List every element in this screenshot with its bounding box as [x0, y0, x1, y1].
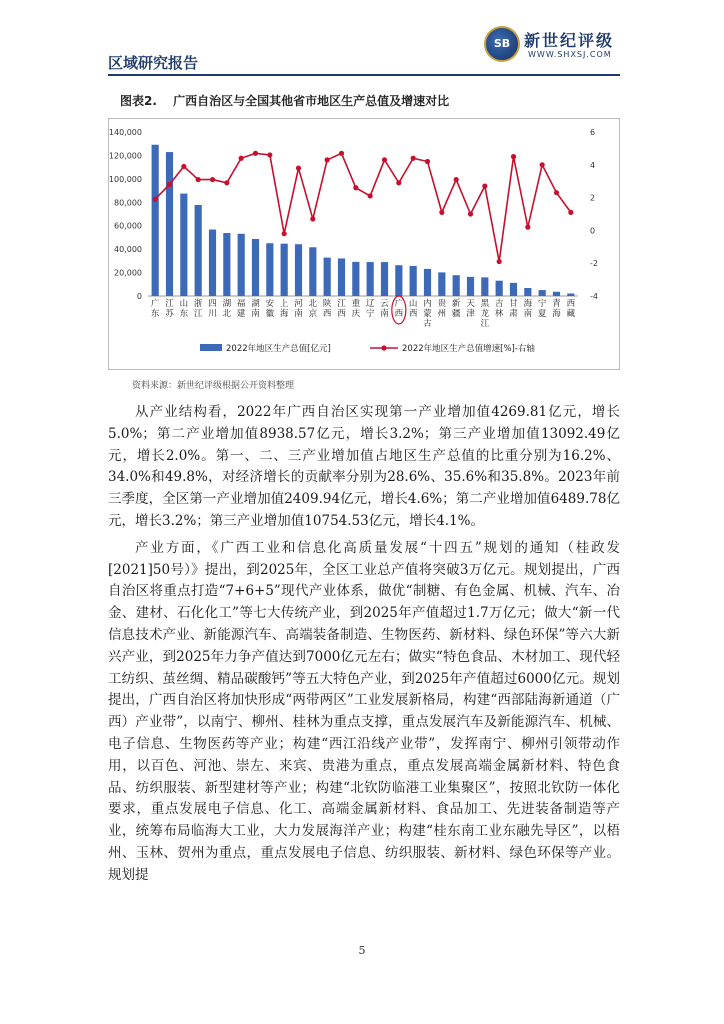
x-tick-label: 湖 [222, 299, 232, 309]
growth-point [525, 225, 530, 230]
legend-line-marker [381, 345, 386, 350]
growth-point [468, 211, 473, 216]
x-tick-label: 徽 [265, 309, 275, 319]
legend-bar-swatch [200, 344, 222, 351]
figure-source: 资料来源：新世纪评级根据公开资料整理 [132, 381, 295, 391]
x-tick-label: 黑 [480, 299, 490, 309]
paragraph-industry-plan: 产业方面，《广西工业和信息化高质量发展“十四五”规划的通知（桂政发[2021]50号）》提出，到2025年，全区工业总产值将突破3万亿元。规划提出，广西自治区将重点打造“7+6+5”现代产业体系，做优“制糖、有色金属、机械、汽车、冶金、建材、石化化工”等七大传统产业，到2025年产值超过1.7万亿元；做大“新一代信息技术产业、新能源汽车、高端装备制造、生物医药、新材料、绿色环保”等六大新兴产业，到2025年力争产值达到7000亿元左右；做实“特色食品、木材加工、现代轻工纺织、茧丝绸、精品碳酸钙”等五大特色产业，到2025年产值超过6000亿元。规划提出，广西自治区将加快形成“两带两区”工业发展新格局，构建“西部陆海新通道（广西）产业带”，以南宁、柳州、桂林为重点支撑，重点发展汽车及新能源汽车、机械、电子信息、生物医药等产业；构建“西江沿线产业带”，发挥南宁、柳州引领带动作用，以百色、河池、崇左、来宾、贵港为重点，重点发展高端金属新材料、特色食品、纺织服装、新型建材等产业；构建“北钦防临港工业集聚区”，按照北钦防一体化要求，重点发展电子信息、化工、高端金属新材料、食品加工、先进装备制造等产业，统筹布局临海大工业，大力发展海洋产业；构建“桂东南工业东融先导区”，以梧州、玉林、贺州为重点，重点发展电子信息、纺织服装、新材料、绿色环保等产业。规划提 [108, 539, 620, 883]
logo-badge-icon: SB [484, 26, 520, 62]
x-tick-label: 东 [179, 309, 189, 319]
x-tick-label: 江 [480, 319, 490, 329]
logo-name: 新世纪评级 [524, 31, 615, 50]
gdp-bar [510, 283, 517, 296]
x-tick-label: 龙 [480, 309, 490, 319]
x-tick-label: 陕 [322, 299, 332, 309]
x-tick-label: 东 [150, 309, 160, 319]
gdp-bar [496, 281, 503, 296]
x-tick-label: 古 [423, 319, 432, 329]
x-tick-label: 林 [494, 309, 504, 319]
growth-point [310, 216, 315, 221]
gdp-bar [324, 258, 331, 296]
gdp-bar [438, 272, 445, 296]
x-tick-label: 天 [466, 299, 475, 309]
gdp-bar [209, 230, 216, 296]
x-tick-label: 南 [294, 309, 303, 319]
x-tick-label: 津 [466, 309, 475, 319]
x-tick-label: 广 [150, 299, 160, 309]
gdp-bar [281, 244, 288, 296]
x-tick-label: 西 [408, 309, 418, 319]
x-tick-label: 江 [165, 299, 174, 309]
x-tick-label: 苏 [165, 309, 174, 319]
gdp-bar [567, 294, 574, 296]
x-tick-label: 内 [423, 299, 432, 309]
x-tick-label: 庆 [351, 309, 361, 319]
legend-bar-label: 2022年地区生产总值[亿元] [226, 344, 331, 354]
x-tick-label: 南 [380, 309, 389, 319]
y-left-tick-label: 60,000 [114, 221, 142, 231]
x-tick-label: 四 [208, 299, 217, 309]
growth-point [568, 210, 573, 215]
growth-point [425, 159, 430, 164]
x-tick-label: 西 [337, 309, 346, 319]
figure-label: 图表2. [120, 94, 157, 108]
gdp-bar [481, 277, 488, 296]
x-tick-label: 江 [193, 309, 203, 319]
growth-point [482, 184, 487, 189]
growth-point [353, 185, 358, 190]
x-tick-label: 吉 [494, 299, 504, 309]
x-tick-label: 安 [265, 299, 275, 309]
x-tick-label: 河 [294, 299, 303, 309]
figure-caption [120, 92, 449, 109]
y-left-tick-label: 40,000 [114, 245, 142, 255]
x-tick-label: 新 [451, 299, 461, 309]
growth-point [339, 151, 344, 156]
y-left-tick-label: 80,000 [114, 198, 142, 208]
x-tick-label: 山 [179, 299, 189, 309]
body-text [108, 402, 620, 892]
gdp-bar [180, 194, 187, 296]
x-tick-label: 浙 [193, 299, 203, 309]
logo-url: WWW.SHXSJ.COM [528, 50, 612, 59]
x-tick-label: 蒙 [423, 309, 432, 319]
x-tick-label: 西 [322, 309, 332, 319]
growth-point [167, 182, 172, 187]
x-tick-label: 肃 [509, 309, 518, 319]
growth-point [368, 193, 373, 198]
y-right-tick-label: 0 [590, 226, 596, 236]
growth-point [411, 156, 416, 161]
growth-point [325, 157, 330, 162]
x-tick-label: 南 [251, 309, 260, 319]
gdp-bar [252, 239, 259, 296]
x-tick-label: 南 [523, 309, 533, 319]
y-left-tick-label: 0 [136, 292, 142, 301]
gdp-bar [338, 258, 345, 296]
growth-point [382, 157, 387, 162]
y-right-tick-label: 6 [590, 128, 596, 137]
x-tick-label: 云 [380, 299, 389, 309]
x-tick-label: 海 [279, 309, 289, 319]
gdp-bar [524, 288, 531, 296]
growth-point [540, 162, 545, 167]
x-tick-label: 京 [308, 309, 318, 319]
x-tick-label: 上 [279, 299, 289, 309]
gdp-bar [424, 269, 431, 296]
y-left-tick-label: 120,000 [108, 151, 142, 161]
growth-point [196, 177, 201, 182]
growth-point [181, 164, 186, 169]
x-tick-label: 州 [437, 309, 447, 319]
x-tick-label: 辽 [365, 299, 375, 309]
x-tick-label: 川 [208, 309, 217, 319]
y-right-tick-label: 2 [590, 193, 596, 203]
growth-point [511, 154, 516, 159]
x-tick-label: 北 [222, 309, 232, 319]
x-tick-label: 北 [308, 299, 318, 309]
growth-point [554, 190, 559, 195]
gdp-bar [453, 275, 460, 296]
x-tick-label: 湖 [251, 299, 260, 309]
y-right-tick-label: -4 [590, 292, 598, 301]
x-tick-label: 广 [394, 299, 404, 309]
x-tick-label: 宁 [537, 299, 547, 309]
gdp-bar [352, 262, 359, 296]
gdp-bar [381, 262, 388, 296]
x-tick-label: 山 [408, 299, 418, 309]
x-tick-label: 贵 [437, 299, 447, 309]
gdp-bar [266, 243, 273, 296]
gdp-bar [295, 244, 302, 296]
y-left-tick-label: 20,000 [114, 268, 142, 278]
gdp-bar [166, 152, 173, 296]
growth-point [224, 180, 229, 185]
gdp-chart [108, 118, 620, 370]
growth-point [282, 231, 287, 236]
growth-point [210, 177, 215, 182]
x-tick-label: 西 [566, 299, 576, 309]
x-tick-label: 建 [236, 309, 246, 319]
x-tick-label: 藏 [566, 309, 576, 319]
x-tick-label: 重 [351, 299, 361, 309]
x-tick-label: 疆 [451, 309, 461, 319]
x-tick-label: 西 [394, 309, 404, 319]
x-tick-label: 青 [552, 299, 561, 309]
growth-point [396, 180, 401, 185]
gdp-bar [395, 265, 402, 296]
gdp-bar [223, 233, 230, 296]
growth-point [239, 156, 244, 161]
growth-point [153, 197, 158, 202]
gdp-bar [410, 266, 417, 296]
y-left-tick-label: 140,000 [108, 128, 142, 137]
gdp-bar [152, 145, 159, 296]
header-divider [108, 74, 620, 76]
growth-line [155, 153, 571, 261]
page-number: 5 [358, 944, 366, 957]
x-tick-label: 甘 [509, 299, 518, 309]
growth-point [439, 210, 444, 215]
legend-line-label: 2022年地区生产总值增速[%]-右轴 [402, 344, 535, 354]
growth-point [497, 259, 502, 264]
growth-point [296, 165, 301, 170]
x-tick-label: 夏 [537, 309, 547, 319]
gdp-bar [195, 205, 202, 296]
gdp-bar [309, 247, 316, 296]
gdp-bar [539, 290, 546, 296]
paragraph-industry-structure: 从产业结构看，2022年广西自治区实现第一产业增加值4269.81亿元，增长5.0%；第二产业增加值8938.57亿元，增长3.2%；第三产业增加值13092.49亿元，增长2.0%。第一、二、三产业增加值占地区生产总值的比重分别为16.2%、34.0%和49.8%，对经济增长的贡献率分别为28.6%、35.6%和35.8%。2023年前三季度，全区第一产业增加值2409.94亿元，增长4.6%；第二产业增加值6489.78亿元，增长3.2%；第三产业增加值10754.53亿元，增长4.1%。 [108, 404, 620, 529]
x-tick-label: 宁 [365, 309, 375, 319]
figure-title: 广西自治区与全国其他省市地区生产总值及增速对比 [173, 94, 450, 108]
gdp-bar [467, 277, 474, 296]
gdp-bar [367, 262, 374, 296]
x-tick-label: 海 [552, 309, 561, 319]
growth-point [267, 152, 272, 157]
x-tick-label: 海 [523, 299, 533, 309]
company-logo [484, 24, 624, 70]
x-tick-label: 江 [337, 299, 346, 309]
gdp-bar [238, 234, 245, 296]
y-right-tick-label: 4 [590, 160, 596, 170]
y-left-tick-label: 100,000 [108, 174, 142, 184]
x-tick-label: 福 [236, 299, 246, 309]
section-title: 区域研究报告 [108, 54, 199, 72]
growth-point [253, 151, 258, 156]
growth-point [454, 177, 459, 182]
gdp-bar [553, 292, 560, 296]
y-right-tick-label: -2 [590, 259, 598, 269]
